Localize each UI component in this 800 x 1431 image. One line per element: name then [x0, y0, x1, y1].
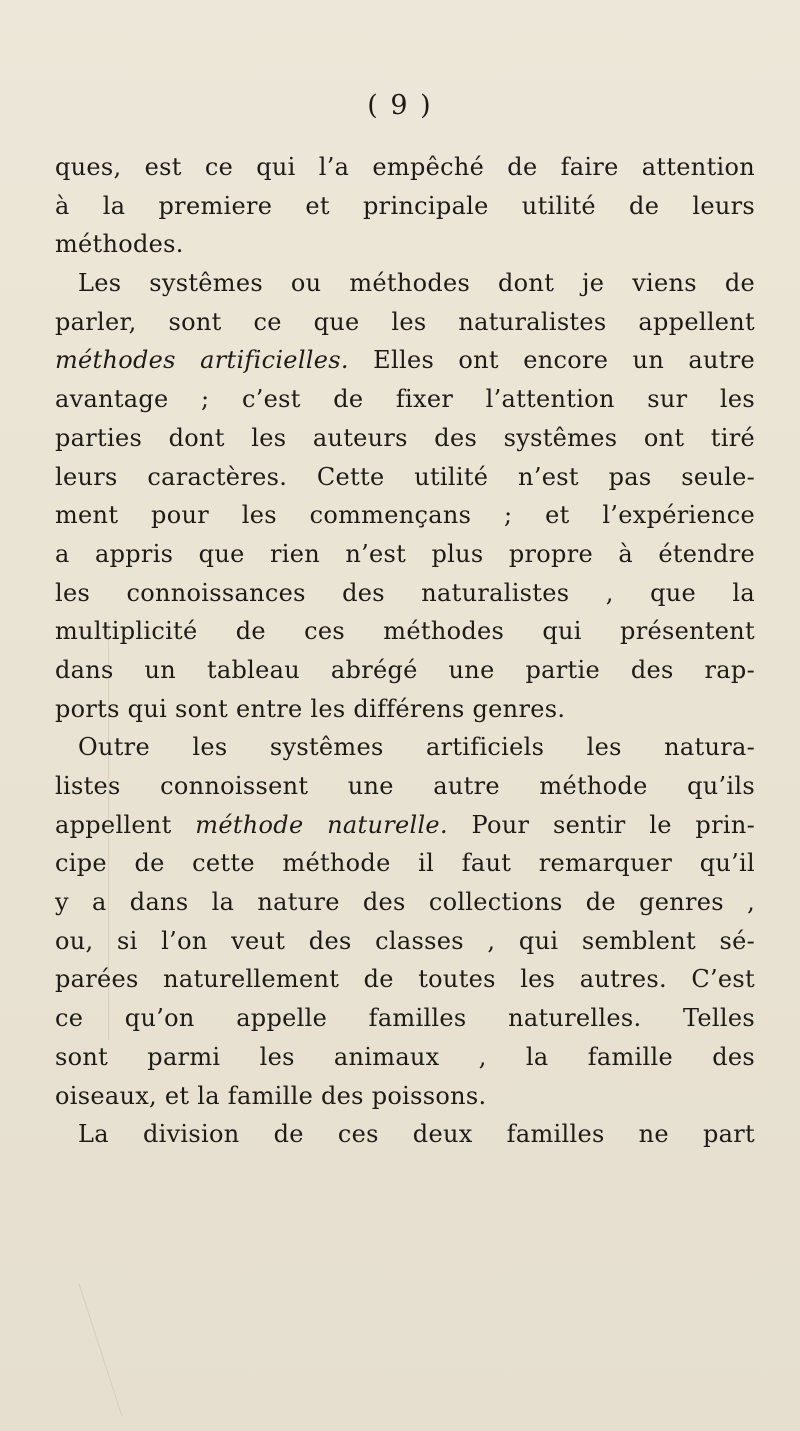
- text-line: cipe de cette méthode il faut remarquer qu’il: [55, 849, 755, 878]
- italic-term: méthodes artificielles.: [55, 346, 349, 375]
- text-line: dans un tableau abrégé une partie des rap-: [55, 655, 755, 684]
- text-line: ports qui sont entre les différens genres.: [55, 694, 566, 723]
- text-line: méthodes.: [55, 230, 184, 259]
- paragraph-start-line: Outre les systêmes artificiels les natura-: [78, 733, 755, 762]
- text-line: ment pour les commençans ; et l’expérience: [55, 501, 755, 530]
- body-text: [55, 148, 755, 1154]
- text-line: listes connoissent une autre méthode qu’ils: [55, 772, 755, 800]
- paragraph-start-line: Les systêmes ou méthodes dont je viens de: [78, 269, 755, 298]
- text-line: multiplicité de ces méthodes qui présentent: [55, 617, 755, 646]
- text-line: oiseaux, et la famille des poissons.: [55, 1081, 487, 1110]
- text-line: avantage ; c’est de fixer l’attention sur les: [55, 385, 755, 414]
- text-line: leurs caractères. Cette utilité n’est pas seule-: [55, 462, 755, 491]
- text-line: les connoissances des naturalistes , que la: [55, 578, 755, 607]
- text-line: parées naturellement de toutes les autres. C’est: [55, 965, 755, 994]
- text-line: ce qu’on appelle familles naturelles. Telles: [55, 1004, 755, 1033]
- text-line: a appris que rien n’est plus propre à étendre: [55, 539, 755, 568]
- page-number: ( 9 ): [367, 90, 433, 121]
- text-line: à la premiere et principale utilité de leurs: [55, 191, 755, 220]
- text-line: ques, est ce qui l’a empêché de faire attention: [55, 153, 755, 181]
- text-line: y a dans la nature des collections de genres ,: [55, 888, 755, 917]
- text-line: parler, sont ce que les naturalistes appellent: [55, 307, 755, 336]
- text-line: sont parmi les animaux , la famille des: [55, 1042, 755, 1071]
- text-line: appellent méthode naturelle. Pour sentir le prin-: [55, 810, 755, 839]
- paragraph-start-line: La division de ces deux familles ne part: [78, 1120, 755, 1149]
- text-line: parties dont les auteurs des systêmes ont tiré: [55, 423, 755, 452]
- italic-term: méthode naturelle.: [195, 810, 448, 839]
- text-line: ou, si l’on veut des classes , qui semblent sé-: [55, 926, 755, 955]
- page-crease-mark-lower: [78, 1283, 122, 1416]
- text-line: méthodes artificielles. Elles ont encore un autre: [55, 346, 755, 375]
